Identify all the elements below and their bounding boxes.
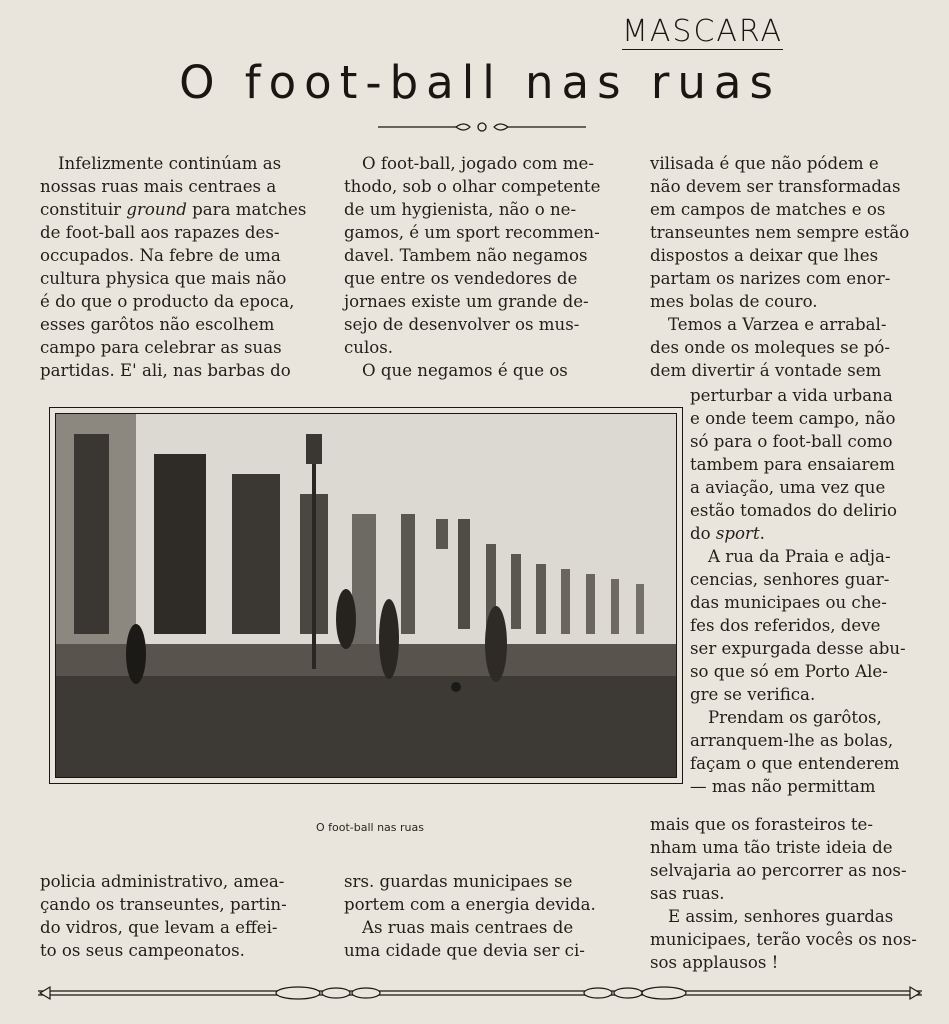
street-photo [49,407,683,784]
column-1-bottom: policia administrativo, amea- çando os transeuntes, partin- do vidros, que levam a effei- to os seus campeonatos. [40,872,287,960]
street-scene-illustration [56,414,676,777]
photo-image [55,413,677,778]
masthead: MASCARA [622,14,784,49]
photo-caption: O foot-ball nas ruas [315,821,424,834]
column-2-bottom: srs. guardas municipaes se portem com a energia devida. As ruas mais centraes de uma cidade que devia ser ci- [344,872,596,960]
title-ornament [378,119,586,135]
article-title: O foot-ball nas ruas [179,56,781,109]
column-3-bottom: mais que os forasteiros te- nham uma tão triste ideia de selvajaria ao percorrer as nos- sas ruas. E assim, senhores guardas municipaes, terão vocês os nos- sos applausos ! [650,815,917,972]
column-3-top: vilisada é que não pódem e não devem ser transformadas em campos de matches e os transeuntes nem sempre estão dispostos a deixar que lhes partam os narizes com enor- mes bolas de couro. Temos a Varzea e arrabal- des onde os moleques se pó- dem divertir á vontade sem [650,154,910,380]
column-1-top: Infelizmente continúam as nossas ruas mais centraes a constituir ground para matches de foot-ball aos rapazes des- occupados. Na febre de uma cultura physica que mais não é do que o producto da epoca, esses garôtos não escolhem campo para celebrar as suas partidas. E' ali, nas barbas do [40,154,307,380]
column-3-beside-photo: perturbar a vida urbana e onde teem campo, não só para o foot-ball como tambem para ensaiarem a aviação, uma vez que estão tomados do delirio do sport. A rua da Praia e adja- cencias, senhores guar- das municipaes ou che- fes dos referidos, deve ser expurgada desse abu- so que só em Porto Ale- gre se verifica. Prendam os garôtos, arranquem-lhe as bolas, façam o que entenderem — mas não permittam [690,386,906,796]
column-2-top: O foot-ball, jogado com me- thodo, sob o olhar competente de um hygienista, não o ne- gamos, é um sport recommen- davel. Tambem não negamos que entre os vendedores de jornaes existe um grande de- sejo de desenvolver os mus- culos. O que negamos é que os [344,154,601,380]
bottom-ornamental-rule [38,984,922,1002]
